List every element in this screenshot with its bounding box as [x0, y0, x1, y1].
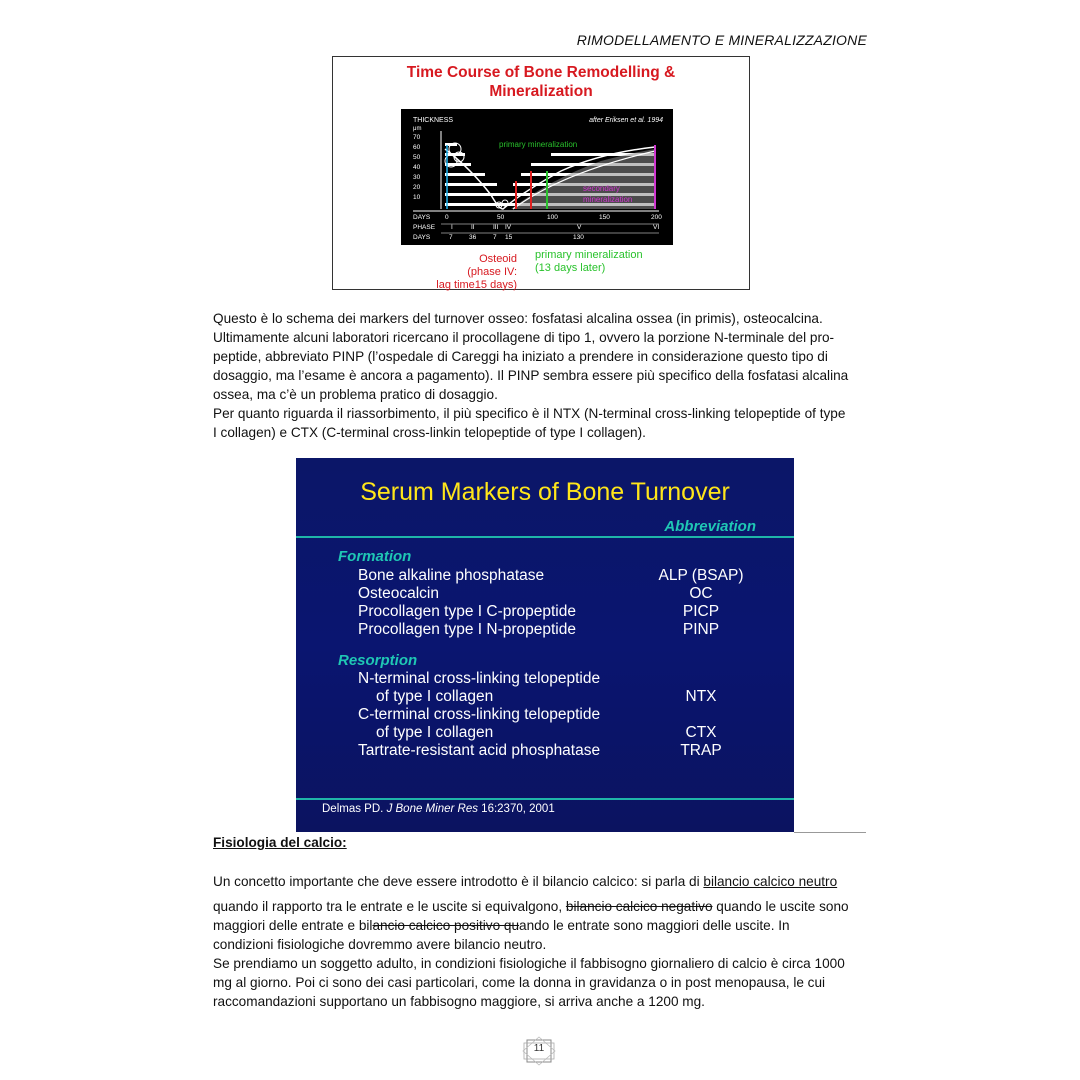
- marker-oc: Osteocalcin: [358, 585, 439, 602]
- svg-text:PHASE: PHASE: [413, 224, 436, 231]
- primary-mineralization-label: primary mineralization: [499, 140, 578, 149]
- svg-text:DAYS: DAYS: [413, 234, 431, 241]
- slide-title: Serum Markers of Bone Turnover: [360, 478, 730, 506]
- remodelling-plot: [401, 109, 673, 245]
- secondary-label-2: mineralization: [583, 195, 633, 204]
- marker-bsap: Bone alkaline phosphatase: [358, 567, 545, 584]
- page-number: 11: [521, 1036, 557, 1066]
- svg-text:20: 20: [413, 184, 421, 191]
- x-axis-rows: [413, 214, 662, 241]
- slide-bottom-rule: [296, 798, 794, 800]
- abbr-ctx: CTX: [685, 724, 717, 741]
- svg-text:40: 40: [413, 164, 421, 171]
- svg-text:100: 100: [547, 214, 558, 221]
- svg-text:II: II: [471, 224, 475, 231]
- thickness-label: THICKNESS: [413, 117, 454, 124]
- svg-text:I: I: [451, 224, 453, 231]
- marker-pinp: Procollagen type I N-propeptide: [358, 621, 576, 638]
- svg-text:7: 7: [493, 234, 497, 241]
- abbr-trap: TRAP: [680, 742, 722, 759]
- marker-picp: Procollagen type I C-propeptide: [358, 603, 576, 620]
- source-label: after Eriksen et al. 1994: [589, 117, 663, 124]
- svg-text:36: 36: [469, 234, 477, 241]
- figure-title: Time Course of Bone Remodelling & Mineralization: [406, 64, 676, 100]
- primary-mineralization-annotation: primary mineralization (13 days later): [535, 249, 643, 274]
- svg-text:DAYS: DAYS: [413, 214, 431, 221]
- markers-paragraph: Questo è lo schema dei markers del turnover osseo: fosfatasi alcalina ossea (in primis), osteocalcina. Ultimamente alcuni laboratori ricercano il procollagene di tipo 1, ovvero la porzione N-terminale del pro- peptide, abbreviato PINP (l’ospedale di Careggi ha iniziato a prendere in considerazione questo tipo di dosaggio, ma l’esame è ancora a pagamento). Il PINP sembra essere più specifico della fosfatasi alcalina ossea, ma c’è un problema pratico di dosaggio. Per quanto riguarda il riassorbimento, il più specifico è il NTX (N-terminal cross-linking telopeptide of type I collagen) e CTX (C-terminal cross-linkin telopeptide of type I collagen).: [213, 311, 849, 440]
- y-ticks: [413, 134, 421, 201]
- svg-text:V: V: [577, 224, 582, 231]
- secondary-label-1: secondary: [583, 184, 620, 193]
- remodelling-plot-svg: [401, 109, 673, 245]
- abbreviation-header: Abbreviation: [664, 518, 756, 535]
- svg-text:VI: VI: [653, 224, 660, 231]
- unit-label: μm: [413, 126, 422, 132]
- calcium-paragraph: Un concetto importante che deve essere introdotto è il bilancio calcico: si parla di bilancio calcico neutro quando il rapporto tra le entrate e le uscite si equivalgono, bilancio calcico negativo quando le uscite sono maggiori delle entrate e bilancio calcico positivo quando le entrate sono maggiori delle uscite. In condizioni fisiologiche dovremmo avere bilancio neutro. Se prendiamo un soggetto adulto, in condizioni fisiologiche il fabbisogno giornaliero di calcio è circa 1000 mg al giorno. Poi ci sono dei casi particolari, come la donna in gravidanza o in post menopausa, le cui raccomandazioni supportano un fabbisogno maggiore, si arriva anche a 1200 mg.: [213, 874, 849, 1009]
- svg-text:60: 60: [413, 144, 421, 151]
- marker-ctx-cont: of type I collagen: [376, 724, 494, 741]
- marker-trap: Tartrate-resistant acid phosphatase: [358, 742, 601, 759]
- bone-remodelling-figure: [332, 56, 750, 290]
- marker-ntx: N-terminal cross-linking telopeptide: [358, 670, 601, 687]
- svg-text:150: 150: [599, 214, 610, 221]
- serum-markers-slide: [296, 458, 794, 832]
- separator-rule: [794, 832, 866, 833]
- formation-heading: Formation: [338, 548, 412, 565]
- resorption-heading: Resorption: [338, 652, 418, 669]
- svg-text:10: 10: [413, 194, 421, 201]
- abbr-ntx: NTX: [685, 688, 717, 705]
- slide-top-rule: [296, 536, 794, 538]
- svg-text:50: 50: [413, 154, 421, 161]
- svg-text:15: 15: [505, 234, 513, 241]
- marker-ctx: C-terminal cross-linking telopeptide: [358, 706, 601, 723]
- section-title: Fisiologia del calcio:: [213, 835, 347, 850]
- svg-text:130: 130: [573, 234, 584, 241]
- osteoid-annotation: Osteoid (phase IV: lag time15 days): [436, 253, 517, 291]
- svg-text:30: 30: [413, 174, 421, 181]
- svg-text:70: 70: [413, 134, 421, 141]
- abbr-bsap: ALP (BSAP): [658, 567, 744, 584]
- marker-ntx-cont: of type I collagen: [376, 688, 494, 705]
- svg-text:50: 50: [497, 214, 505, 221]
- svg-text:0: 0: [445, 214, 449, 221]
- slide-citation: Delmas PD. J Bone Miner Res 16:2370, 2001: [322, 803, 555, 815]
- svg-text:III: III: [493, 224, 499, 231]
- svg-text:IV: IV: [505, 224, 512, 231]
- svg-text:200: 200: [651, 214, 662, 221]
- abbr-oc: OC: [689, 585, 713, 602]
- abbr-pinp: PINP: [682, 621, 720, 638]
- svg-text:7: 7: [449, 234, 453, 241]
- running-header: RIMODELLAMENTO E MINERALIZZAZIONE: [576, 32, 867, 48]
- abbr-picp: PICP: [682, 603, 720, 620]
